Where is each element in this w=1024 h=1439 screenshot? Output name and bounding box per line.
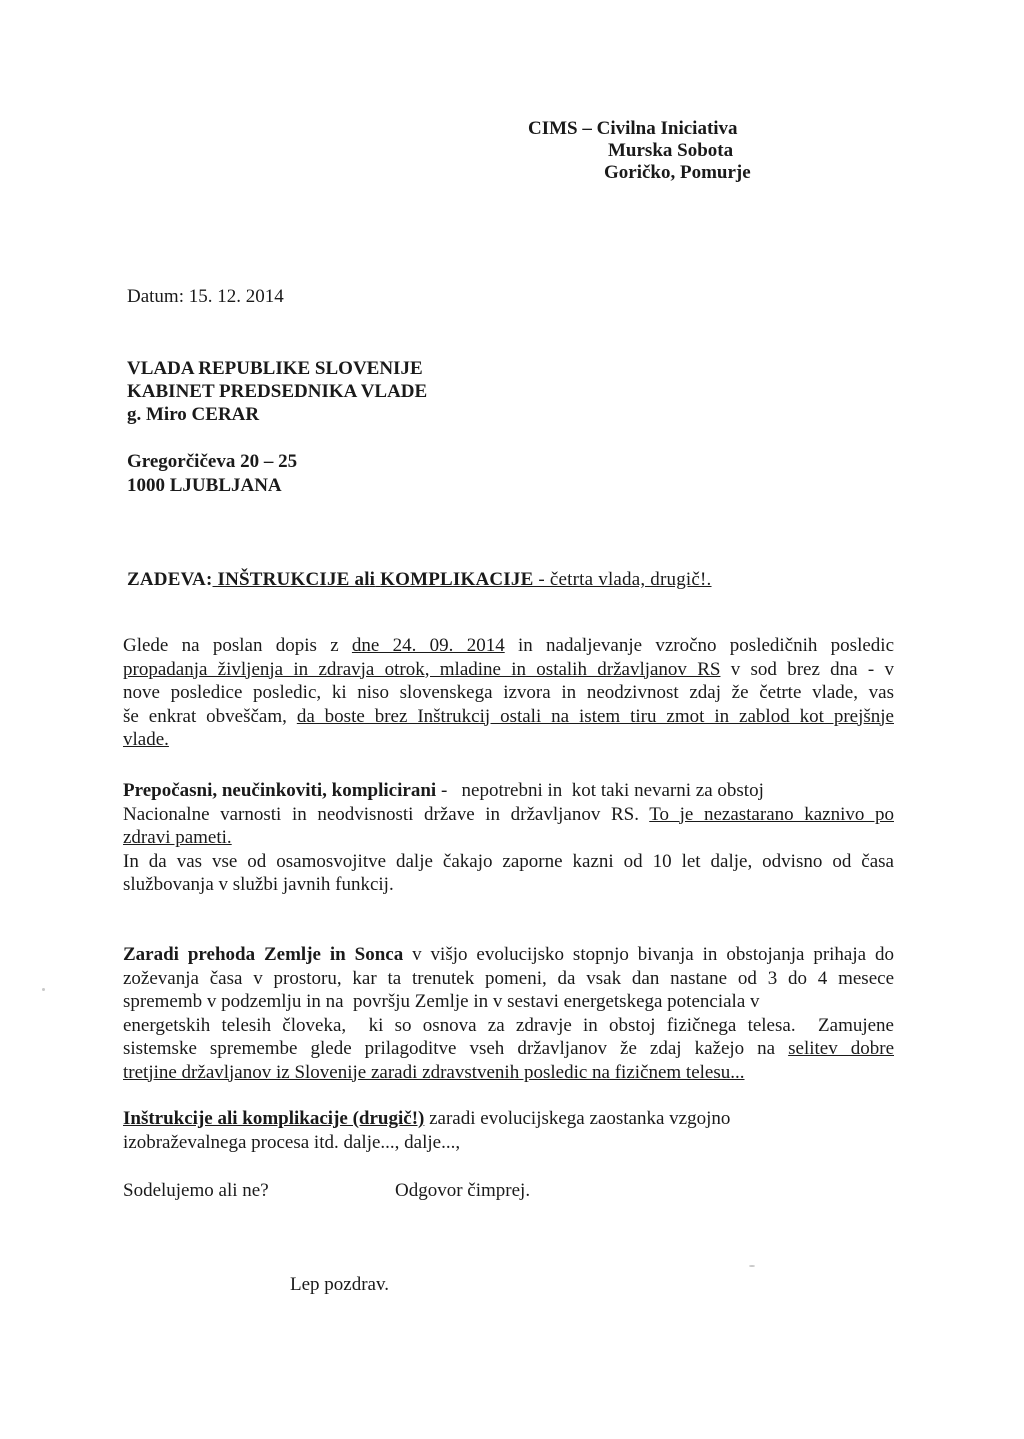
- recipient-block: [127, 357, 427, 426]
- scan-speck: [42, 988, 45, 991]
- recipient-city: 1000 LJUBLJANA: [127, 475, 282, 496]
- recipient-org: VLADA REPUBLIKE SLOVENIJE: [127, 358, 423, 379]
- closing-text: Lep pozdrav.: [290, 1274, 389, 1295]
- subject-line: [127, 568, 712, 591]
- answer-text: Odgovor čimprej.: [395, 1180, 531, 1201]
- sender-name: CIMS – Civilna Iniciativa: [528, 118, 738, 139]
- subject-word-1: INŠTRUKCIJE: [217, 569, 350, 590]
- paragraph-1: Glede na poslan dopis z dne 24. 09. 2014 in nadaljevanje vzročno posledičnih posledic propadanja življenja in zdravja otrok, mladine in ostalih državljanov RS v sod brez dna - v nove posledice posledic, ki niso slovenskega izvora in neodzivnost zdaj že četrte vlade, vas še enkrat obveščam, da boste brez Inštrukcij ostali na istem tiru zmot in zablod kot prejšnje vlade.: [123, 635, 894, 750]
- subject-tail: - četrta vlada, drugič!.: [533, 569, 712, 590]
- paragraph-2: Prepočasni, neučinkoviti, komplicirani - nepotrebni in kot taki nevarni za obstoj Nacionalne varnosti in neodvisnosti države in državljanov RS. To je nezastarano kaznivo po zdravi pameti. In da vas vse od osamosvojitve dalje čakajo zaporne kazni od 10 let dalje, odvisno od časa službovanja v službi javnih funkcij.: [123, 780, 894, 895]
- letter-date: Datum: 15. 12. 2014: [127, 286, 284, 307]
- paragraph-4: Inštrukcije ali komplikacije (drugič!) zaradi evolucijskega zaostanka vzgojno izobraževalnega procesa itd. dalje..., dalje...,: [123, 1108, 731, 1153]
- recipient-address: [127, 450, 297, 498]
- sender-region: Goričko, Pomurje: [604, 162, 751, 183]
- question-text: Sodelujemo ali ne?: [123, 1180, 269, 1201]
- recipient-office: KABINET PREDSEDNIKA VLADE: [127, 381, 428, 402]
- date-reference: dne 24. 09. 2014: [351, 635, 505, 656]
- paragraph-3: Zaradi prehoda Zemlje in Sonca v višjo evolucijsko stopnjo bivanja in obstojanja prihaja do zoževanja časa v prostoru, kar ta trenutek pomeni, da vsak dan nastane od 3 do 4 mesece sprememb v podzemlju in na površju Zemlje in v sestavi energetskega potenciala v energetskih telesih človeka, ki so osnova za zdravje in obstoj fizičnega telesa. Zamujene sistemske spremembe glede prilagoditve vseh državljanov že zdaj kažejo na selitev dobre tretjine državljanov iz Slovenije zaradi zdravstvenih posledic na fizičnem telesu...: [123, 944, 894, 1083]
- subject-label: ZADEVA:: [127, 569, 213, 590]
- recipient-street: Gregorčičeva 20 – 25: [127, 451, 298, 472]
- subject-word-3: KOMPLIKACIJE: [380, 569, 534, 590]
- sender-block: [528, 118, 751, 184]
- recipient-person: g. Miro CERAR: [127, 404, 260, 425]
- sender-city: Murska Sobota: [608, 140, 734, 161]
- scan-speck: [749, 1265, 755, 1267]
- subject-word-2: ali: [354, 569, 376, 590]
